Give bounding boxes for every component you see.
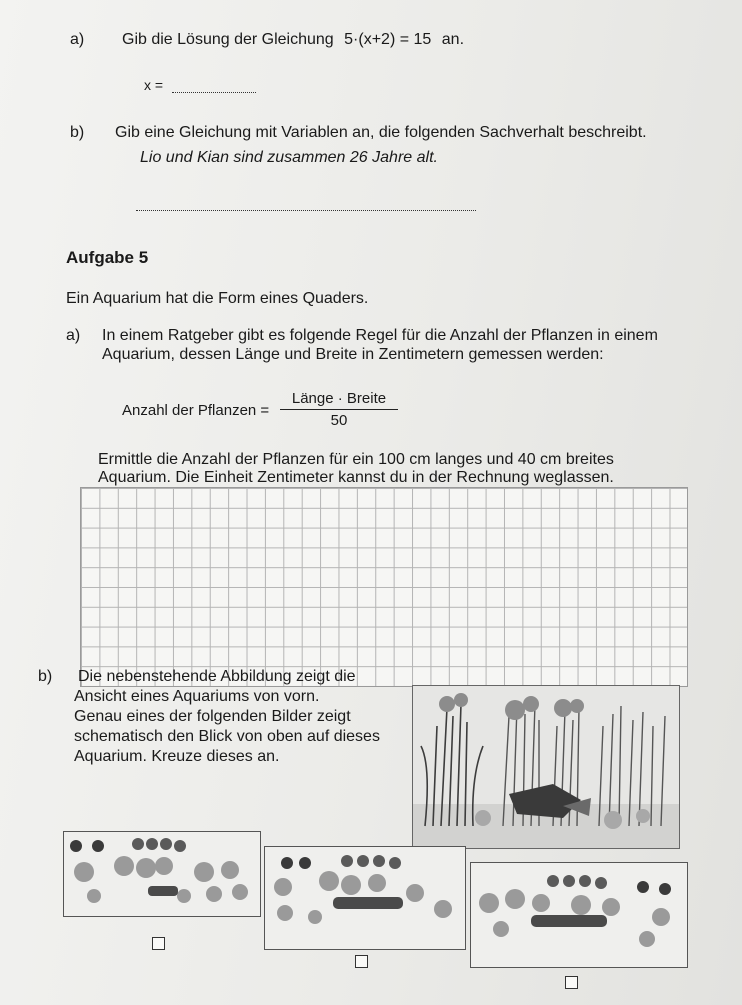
task-a-line1: In einem Ratgeber gibt es folgende Regel für die Anzahl der Pflanzen in einem <box>102 327 658 344</box>
formula-denominator: 50 <box>330 412 348 429</box>
part-a-text <box>122 31 464 49</box>
part-b-label: b) <box>70 124 85 141</box>
part-a-instruction: Gib die Lösung der Gleichung <box>122 31 334 48</box>
formula-numerator: Länge · Breite <box>280 390 398 410</box>
option-1-illustration <box>64 832 260 916</box>
part-b-instruction: Gib eine Gleichung mit Variablen an, die folgenden Sachverhalt beschreibt. <box>115 124 647 141</box>
part-b-statement: Lio und Kian sind zusammen 26 Jahre alt. <box>140 149 438 166</box>
calculation-grid[interactable] <box>80 487 688 687</box>
task-b-line2: Ansicht eines Aquariums von vorn. <box>74 688 320 705</box>
top-view-option-1 <box>63 831 261 917</box>
x-answer-label: x = <box>144 77 164 93</box>
option-2-illustration <box>265 847 465 949</box>
option-1-checkbox[interactable] <box>152 937 165 950</box>
aquarium-plants-illustration <box>413 686 679 848</box>
task-b-line1: Die nebenstehende Abbildung zeigt die <box>78 668 356 685</box>
task-intro: Ein Aquarium hat die Form eines Quaders. <box>66 290 369 307</box>
task-b-line3: Genau eines der folgenden Bilder zeigt <box>74 708 351 725</box>
task-a-line2: Aquarium, dessen Länge und Breite in Zentimetern gemessen werden: <box>102 346 604 363</box>
task-heading: Aufgabe 5 <box>66 248 149 267</box>
task-b-label: b) <box>38 668 53 685</box>
option-3-illustration <box>471 863 687 967</box>
task-a-question2: Aquarium. Die Einheit Zentimeter kannst du in der Rechnung weglassen. <box>98 469 614 486</box>
aquarium-front-view <box>412 685 680 849</box>
task-b-line5: Aquarium. Kreuze dieses an. <box>74 748 280 765</box>
option-3-checkbox[interactable] <box>565 976 578 989</box>
x-answer-blank[interactable] <box>172 92 256 93</box>
formula-fraction <box>280 390 398 429</box>
formula-left: Anzahl der Pflanzen = <box>122 402 270 419</box>
top-view-option-2 <box>264 846 466 950</box>
part-a-suffix: an. <box>441 31 465 48</box>
task-b-line4: schematisch den Blick von oben auf dieses <box>74 728 380 745</box>
part-a-equation: 5·(x+2) = 15 <box>344 31 432 48</box>
top-view-option-3 <box>470 862 688 968</box>
option-2-checkbox[interactable] <box>355 955 368 968</box>
task-a-label: a) <box>66 327 81 344</box>
equation-answer-blank[interactable] <box>136 210 476 211</box>
part-a-label: a) <box>70 31 85 48</box>
task-a-question1: Ermittle die Anzahl der Pflanzen für ein 100 cm langes und 40 cm breites <box>98 451 614 468</box>
